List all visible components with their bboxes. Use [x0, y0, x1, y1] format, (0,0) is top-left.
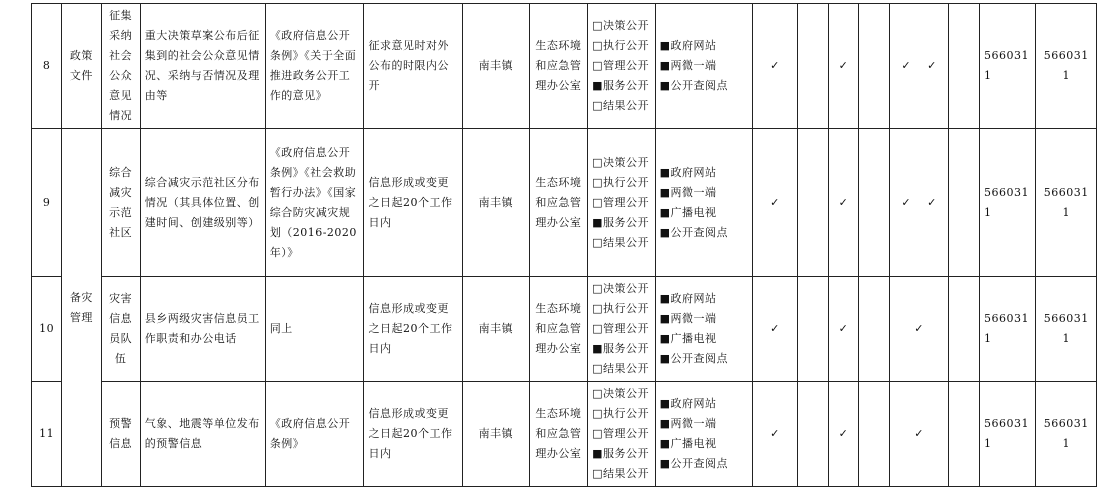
- content-cell: 重大决策草案公布后征集到的社会公众意见情况、采纳与否情况及理由等: [140, 4, 265, 129]
- empty-cell: [859, 4, 890, 129]
- table-row: [32, 4, 1097, 129]
- dept-cell: 生态环境和应急管理办公室: [529, 382, 587, 487]
- empty-cell: [948, 4, 979, 129]
- row-number: 10: [32, 277, 62, 382]
- channel-reading-point: ■公开查阅点: [659, 225, 729, 239]
- empty-cell: [948, 129, 979, 277]
- phone-cell: 5660311: [1036, 129, 1097, 277]
- item-cell: 综合减灾示范社区: [101, 129, 140, 277]
- check-mark: ✓: [753, 277, 797, 382]
- type-management: □管理公开: [592, 195, 650, 209]
- type-management: □管理公开: [592, 427, 650, 440]
- type-execution: □执行公开: [592, 175, 650, 189]
- empty-cell: [797, 277, 828, 382]
- basis-cell: 《政府信息公开条例》《关于全面推进政务公开工作的意见》: [265, 4, 364, 129]
- types-cell: [588, 382, 656, 487]
- check-mark: ✓: [890, 277, 948, 382]
- empty-cell: [797, 4, 828, 129]
- row-number: 11: [32, 382, 62, 487]
- phone-cell: 5660311: [1036, 4, 1097, 129]
- phone-cell: 5660311: [980, 382, 1036, 487]
- check-mark: ✓: [828, 277, 858, 382]
- item-cell: 预警信息: [101, 382, 140, 487]
- channel-broadcast: ■广播电视: [659, 332, 717, 345]
- category-cell: 政策文件: [62, 4, 101, 129]
- channel-reading-point: ■公开查阅点: [659, 457, 729, 470]
- empty-cell: [797, 382, 828, 487]
- empty-cell: [859, 382, 890, 487]
- subject-cell: 南丰镇: [463, 129, 529, 277]
- time-limit-cell: 信息形成或变更之日起20个工作日内: [364, 382, 463, 487]
- category-cell: 备灾管理: [62, 129, 101, 487]
- time-limit-cell: 信息形成或变更之日起20个工作日内: [364, 129, 463, 277]
- content-cell: 县乡两级灾害信息员工作职责和办公电话: [140, 277, 265, 382]
- type-execution: □执行公开: [592, 302, 650, 315]
- channels-cell: [655, 382, 753, 487]
- disclosure-table: [31, 3, 1097, 487]
- channels-cell: [655, 277, 753, 382]
- channel-website: ■政府网站: [659, 292, 717, 305]
- type-management: □管理公开: [592, 59, 650, 72]
- dept-cell: 生态环境和应急管理办公室: [529, 277, 587, 382]
- type-service: ■服务公开: [592, 447, 650, 460]
- type-result: □结果公开: [592, 362, 650, 375]
- table-row: [32, 382, 1097, 487]
- types-cell: [588, 277, 656, 382]
- types-cell: [588, 4, 656, 129]
- channel-website: ■政府网站: [659, 397, 717, 410]
- empty-cell: [948, 382, 979, 487]
- item-cell: 灾害信息员队伍: [101, 277, 140, 382]
- time-limit-cell: 征求意见时对外公布的时限内公开: [364, 4, 463, 129]
- type-decision: □决策公开: [592, 387, 650, 400]
- type-decision: □决策公开: [592, 19, 650, 32]
- row-number: 9: [32, 129, 62, 277]
- check-mark-pair: ✓ ✓: [890, 4, 948, 129]
- check-mark: ✓: [753, 382, 797, 487]
- check-mark: ✓: [828, 129, 858, 277]
- time-limit-cell: 信息形成或变更之日起20个工作日内: [364, 277, 463, 382]
- phone-cell: 5660311: [1036, 277, 1097, 382]
- dept-cell: 生态环境和应急管理办公室: [529, 129, 587, 277]
- check-mark: ✓: [828, 382, 858, 487]
- phone-cell: 5660311: [980, 277, 1036, 382]
- subject-cell: 南丰镇: [463, 277, 529, 382]
- subject-cell: 南丰镇: [463, 382, 529, 487]
- type-execution: □执行公开: [592, 39, 650, 52]
- check-mark: ✓: [890, 382, 948, 487]
- channel-broadcast: ■广播电视: [659, 437, 717, 450]
- channels-cell: [655, 129, 753, 277]
- channels-cell: [655, 4, 753, 129]
- channel-weibo-wechat: ■两微一端: [659, 185, 717, 199]
- channel-website: ■政府网站: [659, 39, 717, 52]
- type-management: □管理公开: [592, 322, 650, 335]
- type-result: □结果公开: [592, 99, 650, 112]
- type-service: ■服务公开: [592, 342, 650, 355]
- basis-cell: 同上: [265, 277, 364, 382]
- type-result: □结果公开: [592, 467, 650, 480]
- type-decision: □决策公开: [592, 155, 650, 169]
- table-row: [32, 277, 1097, 382]
- channel-reading-point: ■公开查阅点: [659, 79, 729, 92]
- subject-cell: 南丰镇: [463, 4, 529, 129]
- type-decision: □决策公开: [592, 282, 650, 295]
- type-execution: □执行公开: [592, 407, 650, 420]
- check-mark: ✓: [828, 4, 858, 129]
- type-result: □结果公开: [592, 235, 650, 249]
- type-service: ■服务公开: [592, 79, 650, 92]
- channel-broadcast: ■广播电视: [659, 205, 717, 219]
- type-service: ■服务公开: [592, 215, 650, 229]
- check-mark: ✓: [753, 129, 797, 277]
- channel-weibo-wechat: ■两微一端: [659, 312, 717, 325]
- empty-cell: [859, 129, 890, 277]
- types-cell: [588, 129, 656, 277]
- check-mark: ✓: [753, 4, 797, 129]
- basis-cell: 《政府信息公开条例》《社会救助暂行办法》《国家综合防灾减灾规划（2016-2020年）》: [265, 129, 364, 277]
- channel-website: ■政府网站: [659, 165, 717, 179]
- empty-cell: [859, 277, 890, 382]
- content-cell: 气象、地震等单位发布的预警信息: [140, 382, 265, 487]
- channel-weibo-wechat: ■两微一端: [659, 417, 717, 430]
- channel-reading-point: ■公开查阅点: [659, 352, 729, 365]
- empty-cell: [948, 277, 979, 382]
- item-cell: 征集采纳社会公众意见情况: [101, 4, 140, 129]
- phone-cell: 5660311: [980, 129, 1036, 277]
- phone-cell: 5660311: [980, 4, 1036, 129]
- row-number: 8: [32, 4, 62, 129]
- channel-weibo-wechat: ■两微一端: [659, 59, 717, 72]
- empty-cell: [797, 129, 828, 277]
- check-mark-pair: ✓ ✓: [890, 129, 948, 277]
- phone-cell: 5660311: [1036, 382, 1097, 487]
- dept-cell: 生态环境和应急管理办公室: [529, 4, 587, 129]
- table-row: [32, 129, 1097, 277]
- content-cell: 综合减灾示范社区分布情况（其具体位置、创建时间、创建级别等）: [140, 129, 265, 277]
- basis-cell: 《政府信息公开条例》: [265, 382, 364, 487]
